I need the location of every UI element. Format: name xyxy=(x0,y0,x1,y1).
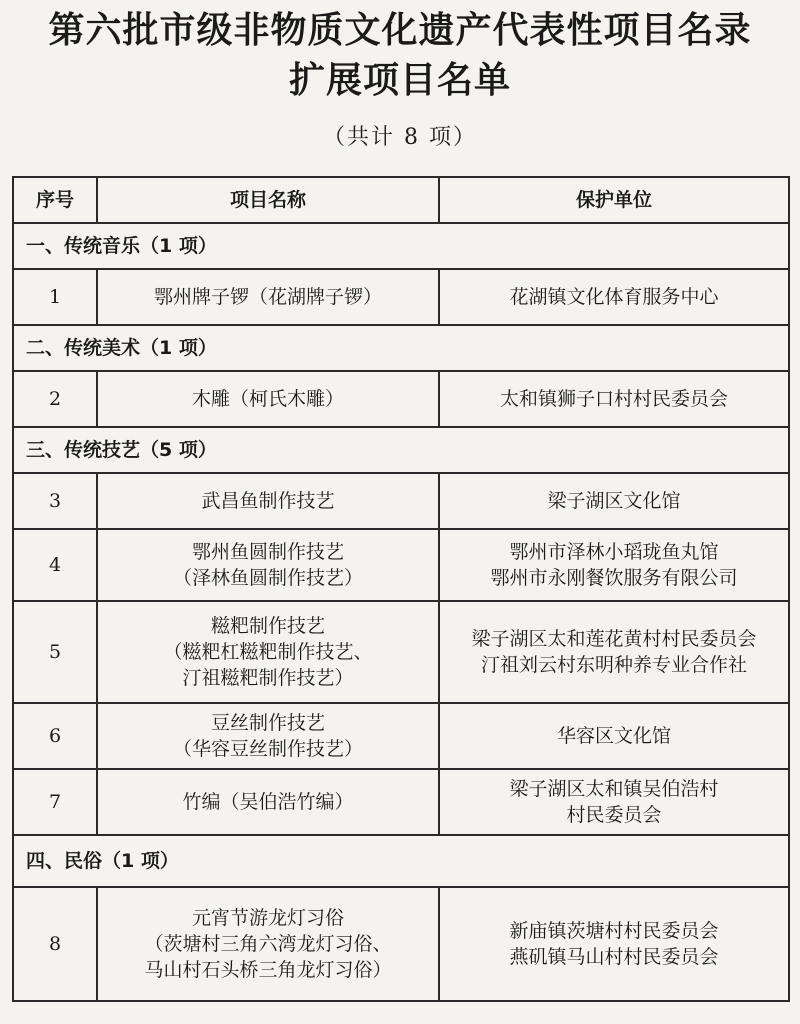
row-name: 鄂州鱼圆制作技艺 （泽林鱼圆制作技艺） xyxy=(97,529,439,601)
table-row xyxy=(13,769,789,835)
row-num: 8 xyxy=(13,887,97,1001)
table-row xyxy=(13,887,789,1001)
row-num: 3 xyxy=(13,473,97,529)
row-name: 竹编（吴伯浩竹编） xyxy=(97,769,439,835)
section-row xyxy=(13,835,789,887)
row-unit: 梁子湖区文化馆 xyxy=(439,473,789,529)
section-label: 三、传统技艺（5 项） xyxy=(13,427,789,473)
section-label: 二、传统美术（1 项） xyxy=(13,325,789,371)
header-num: 序号 xyxy=(13,177,97,223)
row-name: 元宵节游龙灯习俗 （茨塘村三角六湾龙灯习俗、 马山村石头桥三角龙灯习俗） xyxy=(97,887,439,1001)
table-row xyxy=(13,703,789,769)
row-unit: 梁子湖区太和镇吴伯浩村 村民委员会 xyxy=(439,769,789,835)
item-count: （共计 8 项） xyxy=(323,125,477,150)
row-unit: 梁子湖区太和莲花黄村村民委员会 汀祖刘云村东明种养专业合作社 xyxy=(439,601,789,703)
row-unit: 华容区文化馆 xyxy=(439,703,789,769)
document-title-line2: 扩展项目名单 xyxy=(288,60,511,101)
row-name: 武昌鱼制作技艺 xyxy=(97,473,439,529)
header-name: 项目名称 xyxy=(97,177,439,223)
heritage-table xyxy=(12,176,790,1002)
table-row xyxy=(13,473,789,529)
table-row xyxy=(13,601,789,703)
row-unit: 新庙镇茨塘村村民委员会 燕矶镇马山村村民委员会 xyxy=(439,887,789,1001)
section-label: 四、民俗（1 项） xyxy=(13,835,789,887)
row-num: 6 xyxy=(13,703,97,769)
row-num: 2 xyxy=(13,371,97,427)
header-unit: 保护单位 xyxy=(439,177,789,223)
row-num: 7 xyxy=(13,769,97,835)
section-label: 一、传统音乐（1 项） xyxy=(13,223,789,269)
table-row xyxy=(13,371,789,427)
section-row xyxy=(13,325,789,371)
row-name: 鄂州牌子锣（花湖牌子锣） xyxy=(97,269,439,325)
row-unit: 花湖镇文化体育服务中心 xyxy=(439,269,789,325)
row-unit: 太和镇狮子口村村民委员会 xyxy=(439,371,789,427)
section-row xyxy=(13,427,789,473)
row-unit: 鄂州市泽林小瑫珑鱼丸馆 鄂州市永刚餐饮服务有限公司 xyxy=(439,529,789,601)
table-row xyxy=(13,529,789,601)
table-row xyxy=(13,269,789,325)
row-num: 1 xyxy=(13,269,97,325)
row-name: 木雕（柯氏木雕） xyxy=(97,371,439,427)
row-num: 4 xyxy=(13,529,97,601)
row-num: 5 xyxy=(13,601,97,703)
row-name: 糍粑制作技艺 （糍粑杠糍粑制作技艺、 汀祖糍粑制作技艺） xyxy=(97,601,439,703)
section-row xyxy=(13,223,789,269)
document-title: 第六批市级非物质文化遗产代表性项目名录 xyxy=(48,10,752,51)
table-header-row xyxy=(13,177,789,223)
row-name: 豆丝制作技艺 （华容豆丝制作技艺） xyxy=(97,703,439,769)
